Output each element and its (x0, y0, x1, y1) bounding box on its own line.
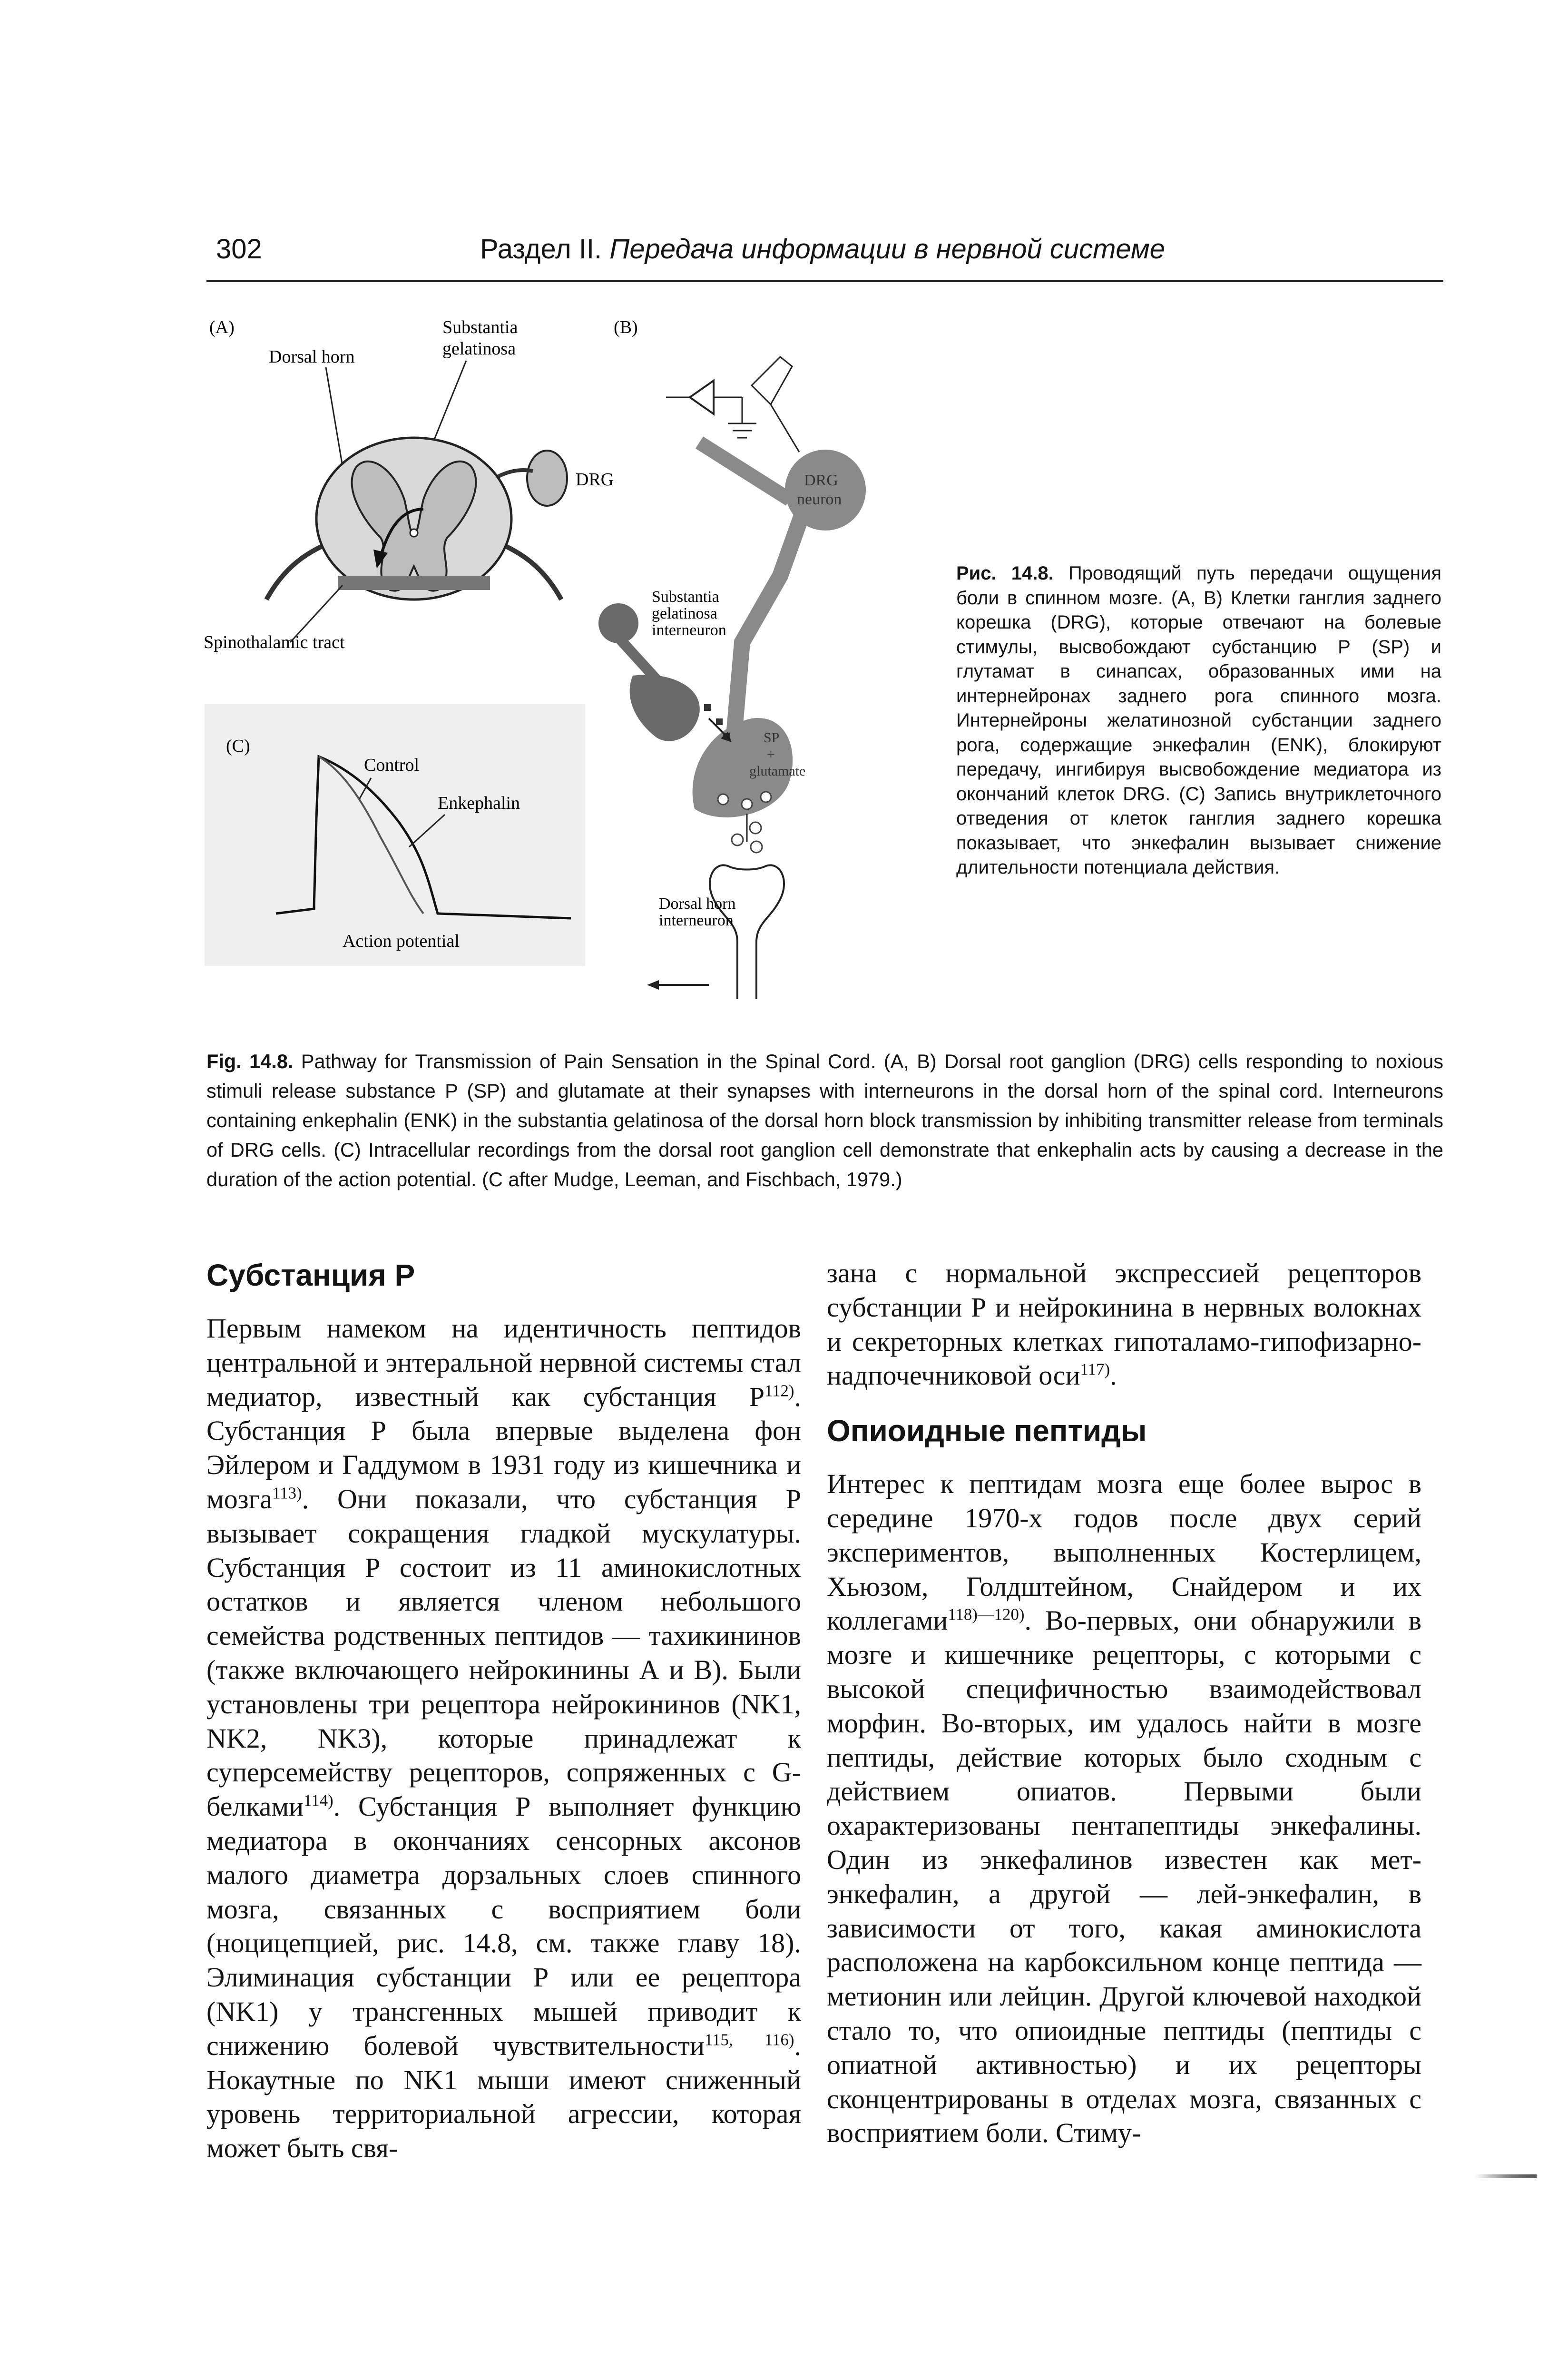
reference: 118)—120) (948, 1605, 1025, 1624)
control-label: Control (364, 755, 420, 775)
substantia-label-2: gelatinosa (442, 339, 516, 359)
dorsal-horn-interneuron (710, 865, 784, 999)
running-header (206, 224, 1443, 290)
running-title (480, 233, 1165, 265)
text-run: . Субстанция Р выполняет функцию медиатора в окончаниях сенсорных аксонов малого диаметра дорзальных слоев спинного мозга, связанных с восприятием боли (ноцицепцией, рис. 14.8, см. также главу 18). Элиминация субстанции Р или ее рецептора (NK1) у трансгенных мышей приводит к снижению болевой чувствительности (206, 1791, 801, 2061)
reference: 117) (1080, 1360, 1110, 1379)
caption-en-text: Pathway for Transmission of Pain Sensation in the Spinal Cord. (A, B) Dorsal root ganglion (DRG) cells responding to noxious stimuli release substance P (SP) and glutamate at their synapses with interneurons in the dorsal horn of the spinal cord. Interneurons containing enkephalin (ENK) in the substantia gelatinosa of the dorsal horn block transmission by inhibiting transmitter release from terminals of DRG cells. (C) Intracellular recordings from the dorsal root ganglion cell demonstrate that enkephalin acts by causing a decrease in the duration of the action potential. (C after Mudge, Leeman, and Fischbach, 1979.) (206, 1050, 1444, 1190)
panel-b-label: (B) (614, 317, 638, 337)
reference: 115, 116) (705, 2030, 794, 2049)
paragraph-opioid (827, 1467, 1421, 2150)
drg-neuron-label-2: neuron (797, 491, 842, 508)
header-rule (206, 280, 1443, 282)
sp-label-3: glutamate (749, 763, 806, 779)
drg-ganglion (527, 451, 567, 506)
paragraph-substance-p (206, 1311, 801, 2165)
heading-substance-p: Субстанция Р (206, 1258, 415, 1292)
panel-a-label: (A) (209, 317, 235, 337)
text-run: Интерес к пептидам мозга еще более вырос в середине 1970-х годов после двух серий экспериментов, выполненных Костерлицем, Хьюзом, Голдштейном, Снайдером и их коллегами (827, 1468, 1421, 1636)
text-run: . Во-первых, они обнаружили в мозге и кишечнике рецепторы, с которыми с высокой специфичностью взаимодействовал морфин. Во-вторых, им удалось найти в мозге пептиды, действие которых было сходным с действием опиатов. Первыми были охарактеризованы пентапептиды энкефалины. Один из энкефалинов известен как мет-энкефалин, а другой — лей-энкефалин, в зависимости от того, какая аминокислота расположена на карбоксильном конце пептида — метионин или лейцин. Другой ключевой находкой стало то, что опиоидные пептиды (пептиды с опиатной активностью) и их рецепторы сконцентрированы в отделах мозга, связанных с восприятием боли. Стиму- (827, 1605, 1421, 2149)
panel-c-label: (C) (226, 736, 250, 756)
sg-label-2: gelatinosa (652, 605, 717, 622)
dh-label-1: Dorsal horn (659, 895, 736, 913)
enkephalin-label: Enkephalin (438, 793, 520, 813)
section-label: Раздел II. (480, 234, 602, 265)
scan-artifact (1475, 2174, 1537, 2178)
spinal-cord (316, 438, 511, 600)
panel-c (205, 704, 585, 966)
text-run: . Они показали, что субстанция Р вызывает сокращения гладкой мускулатуры. Субстанция Р состоит из 11 аминокислотных остатков и является членом небольшого семейства родственных пептидов — тахикининов (также включающего нейрокинины А и В). Были установлены три рецептора нейрокининов (NK1, NK2, NK3), которые принадлежат к суперсемейству рецепторов, сопряженных с G-белками (206, 1483, 801, 1822)
drg-label: DRG (576, 470, 614, 490)
dh-label-2: interneuron (659, 912, 734, 929)
paragraph-continuation (827, 1256, 1421, 1393)
dorsal-horn-label: Dorsal horn (269, 347, 355, 367)
text-run: . (1110, 1360, 1117, 1391)
drg-neuron (785, 450, 866, 531)
spinothalamic-label: Spinothalamic tract (204, 632, 345, 652)
sg-interneuron-soma (598, 603, 638, 643)
action-potential-label: Action potential (343, 931, 460, 951)
caption-ru-text: Проводящий путь передачи ощущения боли в спинном мозге. (А, В) Клетки ганглия заднего корешка (DRG), которые отвечают на болевые стимулы, высвобождают субстанцию Р (SP) и глутамат в синапсах, образованных ими на интернейронах заднего рога спинного мозга. Интернейроны желатинозной субстанции заднего рога, содержащие энкефалин (ENK), блокируют передачу, ингибируя высвобождение медиатора из окончаний клеток DRG. (С) Запись внутриклеточного отведения от клеток ганглия заднего корешка показывает, что энкефалин вызывает снижение длительности потенциала действия. (956, 563, 1441, 878)
text-run: . Нокаутные по NK1 мыши имеют сниженный уровень территориальной агрессии, которая может быть свя- (206, 2030, 802, 2164)
sp-label-1: SP (764, 730, 780, 746)
figure-caption-ru (956, 561, 1441, 880)
caption-en-label: Fig. 14.8. (206, 1050, 294, 1072)
text-run: Первым намеком на идентичность пептидов центральной и энтеральной нервной системы стал медиатор, известный как субстанция Р (206, 1313, 801, 1412)
reference: 113) (272, 1484, 302, 1503)
panel-a (204, 317, 614, 652)
right-column (827, 1256, 1421, 2150)
sg-label-1: Substantia (652, 588, 719, 606)
substantia-label-1: Substantia (442, 317, 518, 337)
caption-ru-label: Рис. 14.8. (956, 563, 1054, 584)
stimulus-electrode-icon (690, 381, 714, 414)
section-title: Передача информации в нервной системе (609, 234, 1166, 265)
text-run: зана с нормальной экспрессией рецепторов субстанции Р и нейрокинина в нервных волокнах и секреторных клетках гипоталамо-гипофизарно-надпочечниковой оси (827, 1258, 1421, 1391)
recording-electrode-icon (752, 357, 792, 404)
reference: 112) (764, 1381, 794, 1400)
figure-14-8 (200, 309, 942, 1032)
left-column (206, 1256, 801, 2165)
panel-b (598, 317, 866, 999)
text-run: . Субстанция Р была впервые выделена фон Эйлером и Гаддумом в 1931 году из кишечника и мозга (206, 1381, 801, 1514)
page-number: 302 (216, 234, 262, 265)
figure-caption-en (206, 1047, 1443, 1194)
sg-label-3: interneuron (652, 621, 726, 639)
heading-opioid-peptides: Опиоидные пептиды (827, 1414, 1147, 1448)
panel-c-background (205, 704, 585, 966)
reference: 114) (304, 1791, 333, 1810)
drg-neuron-label-1: DRG (804, 472, 838, 489)
sg-interneuron-terminal (630, 675, 700, 741)
sp-label-2: + (767, 747, 775, 762)
